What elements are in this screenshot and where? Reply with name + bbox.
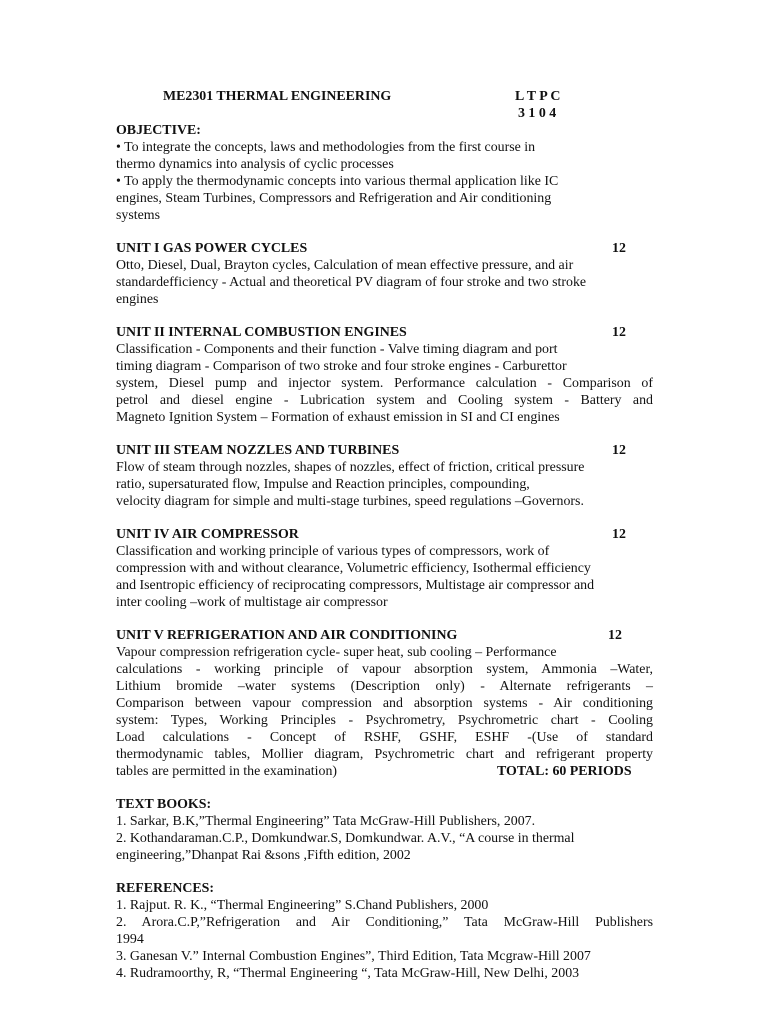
unit-line: velocity diagram for simple and multi-stage turbines, speed regulations –Governors. — [116, 494, 584, 509]
unit-line: inter cooling –work of multistage air compressor — [116, 595, 388, 610]
objective-line: thermo dynamics into analysis of cyclic processes — [116, 157, 394, 172]
objective-line: • To integrate the concepts, laws and methodologies from the first course in — [116, 140, 536, 155]
objective-heading: OBJECTIVE: — [116, 123, 201, 138]
unit-hours: 12 — [612, 443, 626, 458]
objective-line: engines, Steam Turbines, Compressors and Refrigeration and Air conditioning — [116, 191, 552, 206]
unit-line: Load calculations - Concept of RSHF, GSHF, ESHF -(Use of standard — [116, 730, 653, 745]
unit-hours: 12 — [612, 325, 626, 340]
course-title: ME2301 THERMAL ENGINEERING — [163, 89, 392, 104]
unit-line: thermodynamic tables, Mollier diagram, Psychrometric chart and refrigerant property — [116, 747, 653, 762]
unit-line: standardefficiency - Actual and theoretical PV diagram of four stroke and two stroke — [116, 275, 587, 290]
unit-line: engines — [116, 292, 159, 307]
unit-title: UNIT I GAS POWER CYCLES — [116, 241, 308, 256]
unit-line: Flow of steam through nozzles, shapes of nozzles, effect of friction, critical pressure — [116, 460, 585, 475]
unit-title: UNIT V REFRIGERATION AND AIR CONDITIONING — [116, 628, 458, 643]
unit-line: timing diagram - Comparison of two stroke and four stroke engines - Carburettor — [116, 359, 567, 374]
unit-line: Comparison between vapour compression and absorption systems - Air conditioning — [116, 696, 653, 711]
objective-line: • To apply the thermodynamic concepts into various thermal application like IC — [116, 174, 559, 189]
total-periods: TOTAL: 60 PERIODS — [497, 764, 632, 779]
textbooks-heading: TEXT BOOKS: — [116, 797, 212, 812]
unit-line: Otto, Diesel, Dual, Brayton cycles, Calculation of mean effective pressure, and air — [116, 258, 574, 273]
unit-line: calculations - working principle of vapour absorption system, Ammonia –Water, — [116, 662, 653, 677]
objective-line: systems — [116, 208, 160, 223]
unit-line: Classification - Components and their function - Valve timing diagram and port — [116, 342, 558, 357]
ltpc-values: 3 1 0 4 — [518, 106, 557, 121]
textbook-line: 1. Sarkar, B.K,”Thermal Engineering” Tata McGraw-Hill Publishers, 2007. — [116, 814, 536, 829]
ltpc-label: L T P C — [515, 89, 561, 104]
reference-line: 1994 — [116, 932, 144, 947]
unit-hours: 12 — [612, 527, 626, 542]
references-heading: REFERENCES: — [116, 881, 215, 896]
unit-line: ratio, supersaturated flow, Impulse and Reaction principles, compounding, — [116, 477, 530, 492]
unit-title: UNIT IV AIR COMPRESSOR — [116, 527, 299, 542]
unit-title: UNIT III STEAM NOZZLES AND TURBINES — [116, 443, 400, 458]
reference-line: 3. Ganesan V.” Internal Combustion Engines”, Third Edition, Tata Mcgraw-Hill 2007 — [116, 949, 591, 964]
unit-line: and Isentropic efficiency of reciprocating compressors, Multistage air compressor and — [116, 578, 595, 593]
unit-line: tables are permitted in the examination) — [116, 764, 338, 779]
unit-line: petrol and diesel engine - Lubrication system and Cooling system - Battery and — [116, 393, 653, 408]
unit-line: Magneto Ignition System – Formation of exhaust emission in SI and CI engines — [116, 410, 560, 425]
textbook-line: engineering,”Dhanpat Rai &sons ,Fifth edition, 2002 — [116, 848, 411, 863]
reference-line: 2. Arora.C.P,”Refrigeration and Air Conditioning,” Tata McGraw-Hill Publishers — [116, 915, 653, 930]
unit-line: system, Diesel pump and injector system. Performance calculation - Comparison of — [116, 376, 653, 391]
reference-line: 4. Rudramoorthy, R, “Thermal Engineering “, Tata McGraw-Hill, New Delhi, 2003 — [116, 966, 580, 981]
reference-line: 1. Rajput. R. K., “Thermal Engineering” S.Chand Publishers, 2000 — [116, 898, 489, 913]
unit-line: system: Types, Working Principles - Psychrometry, Psychrometric chart - Cooling — [116, 713, 653, 728]
unit-title: UNIT II INTERNAL COMBUSTION ENGINES — [116, 325, 407, 340]
unit-line: compression with and without clearance, Volumetric efficiency, Isothermal efficiency — [116, 561, 591, 576]
unit-hours: 12 — [612, 241, 626, 256]
unit-hours: 12 — [608, 628, 622, 643]
unit-line: Vapour compression refrigeration cycle- super heat, sub cooling – Performance — [116, 645, 557, 660]
unit-line: Classification and working principle of various types of compressors, work of — [116, 544, 550, 559]
unit-line: Lithium bromide –water systems (Description only) - Alternate refrigerants – — [116, 679, 653, 694]
textbook-line: 2. Kothandaraman.C.P., Domkundwar.S, Domkundwar. A.V., “A course in thermal — [116, 831, 575, 846]
